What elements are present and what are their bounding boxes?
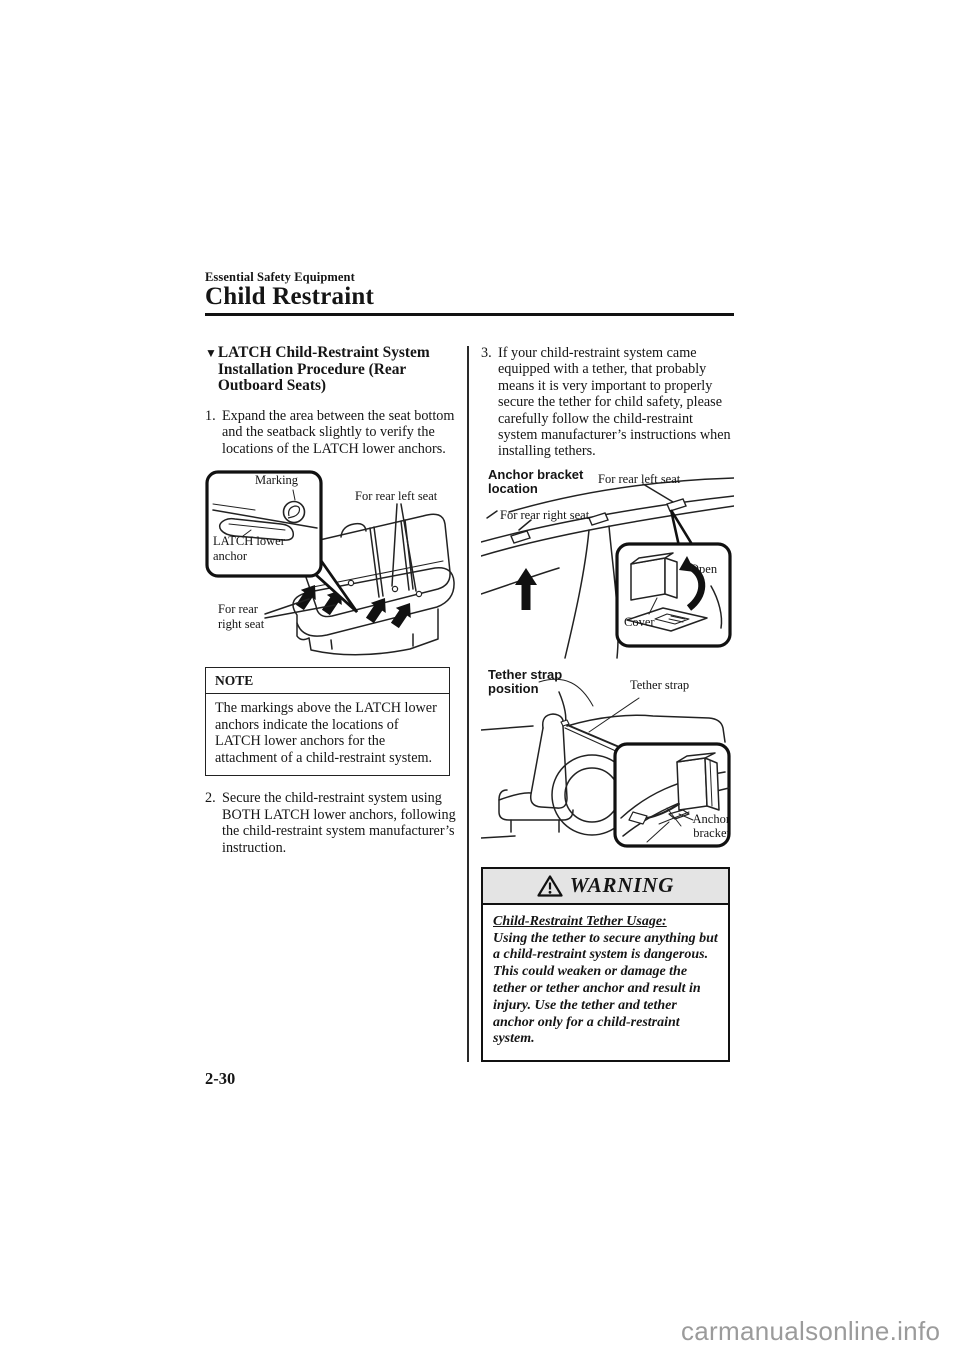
warning-body [483, 905, 728, 1060]
header-rule [205, 313, 734, 316]
warning-box [481, 867, 730, 1062]
rear-left-seat-label: For rear left seat [598, 471, 681, 486]
step-3 [481, 345, 734, 460]
tether-strap-position-title: Tether strap position [488, 666, 563, 697]
page-number: 2-30 [205, 1069, 236, 1088]
anchor-bracket-label: Anchor bracket [692, 811, 730, 841]
rear-right-seat-label: For rear right seat [500, 507, 590, 522]
step-3-text: If your child-restraint system came equipped with a tether, that probably means it is very important to properly secure the tether for child safety, please carefully follow the child-restraint system manufacturer’s instructions when installing tethers. [498, 345, 731, 460]
right-column [481, 345, 734, 1062]
step-2-text: Secure the child-restraint system using BOTH LATCH lower anchors, following the child-restraint system manufacturer’s instruction. [222, 790, 456, 856]
warning-text: Using the tether to secure anything but a child-restraint system is dangerous. This could weaken or damage the tether or tether anchor and result in injury. Use the tether and tether anchor only for a child-restraint system. [493, 930, 718, 1047]
open-label: Open [690, 561, 718, 576]
latch-lower-anchor-label: LATCH lower anchor [213, 534, 285, 563]
latch-heading-text: LATCH Child-Restraint System Installation Procedure (Rear Outboard Seats) [217, 344, 430, 395]
latch-anchor-figure [205, 466, 457, 664]
step-2-number: 2. [205, 790, 216, 807]
warning-subject: Child-Restraint Tether Usage: [493, 913, 667, 929]
cover-label: Cover [624, 614, 655, 629]
rear-left-seat-label: For rear left seat [355, 489, 438, 503]
step-3-number: 3. [481, 345, 492, 361]
step-1-number: 1. [205, 407, 216, 424]
left-column [205, 345, 457, 856]
note-box [205, 667, 450, 776]
note-body: The markings above the LATCH lower anchors indicate the locations of LATCH lower anchors for the attachment of a child-restraint system. [215, 700, 437, 766]
note-title: NOTE [206, 668, 449, 694]
latch-section-heading [205, 345, 457, 395]
warning-header [483, 869, 728, 905]
rear-right-seat-label: For rear right seat [218, 602, 265, 631]
warning-title: WARNING [569, 873, 675, 898]
marking-icon [284, 502, 305, 523]
anchor-bracket-location-title: Anchor bracket location [488, 466, 584, 497]
marking-label: Marking [255, 473, 299, 487]
step-1 [205, 408, 457, 457]
down-triangle-icon: ▼ [205, 346, 217, 360]
anchor-location-arrow-icon [515, 568, 537, 610]
section-heading: Essential Safety Equipment [205, 270, 355, 284]
tether-strap-label: Tether strap [630, 677, 690, 692]
warning-triangle-icon [537, 874, 563, 898]
anchor-arrow-icons [292, 580, 417, 630]
page-title: Child Restraint [205, 283, 374, 310]
column-divider [467, 346, 469, 1062]
tether-strap-figure [481, 666, 734, 862]
step-2 [205, 790, 457, 856]
anchor-bracket-figure [481, 468, 734, 660]
watermark: carmanualsonline.info [681, 1316, 941, 1346]
step-1-text: Expand the area between the seat bottom and the seatback slightly to verify the locations of the LATCH lower anchors. [222, 407, 455, 457]
